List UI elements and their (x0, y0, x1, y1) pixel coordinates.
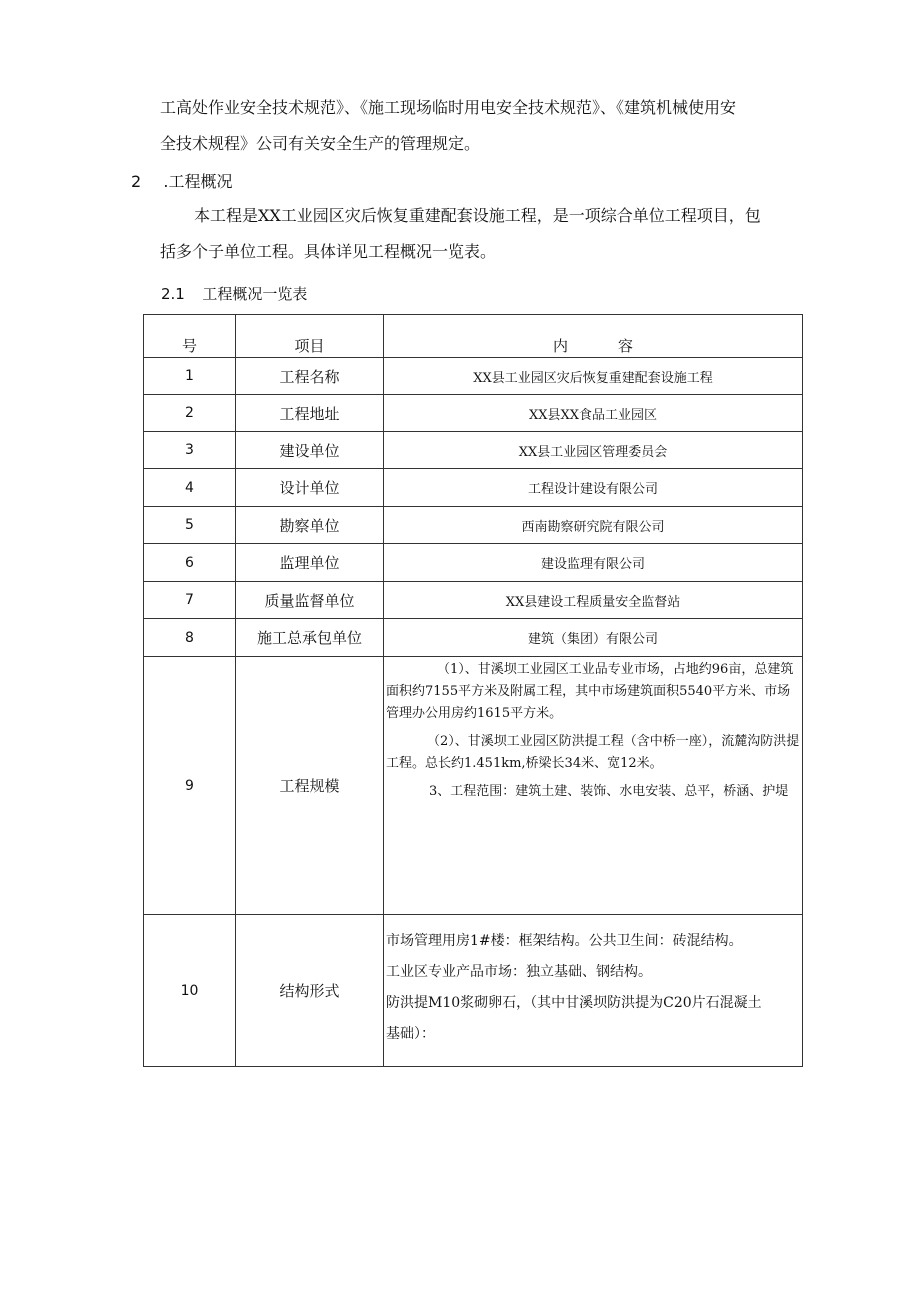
row-item: 设计单位 (236, 469, 384, 507)
row-item: 工程地址 (236, 395, 384, 432)
row-content: XX县XX食品工业园区 (384, 395, 803, 432)
row-content: XX县工业园区灾后恢复重建配套设施工程 (384, 358, 803, 395)
row-no: 6 (144, 544, 236, 582)
header-content-left: 内 (552, 337, 568, 355)
table-header-row (144, 315, 803, 358)
header-item: 项目 (236, 315, 384, 358)
row-content: 建筑（集团）有限公司 (384, 619, 803, 657)
table-row-scale (144, 657, 803, 915)
table-row (144, 619, 803, 657)
row-item: 施工总承包单位 (236, 619, 384, 657)
section-title: .工程概况 (163, 172, 233, 191)
table-row (144, 469, 803, 507)
table-row (144, 432, 803, 469)
section-heading (131, 172, 232, 192)
table-row (144, 544, 803, 582)
header-content-right: 容 (618, 337, 634, 355)
intro-line-2: 全技术规程》公司有关安全生产的管理规定。 (160, 134, 481, 153)
row-content: 西南勘察研究院有限公司 (384, 507, 803, 544)
header-content (384, 315, 803, 358)
subsection-title: 工程概况一览表 (202, 285, 308, 303)
structure-line-2: 工业区专业产品市场：独立基础、钢结构。 (386, 964, 652, 980)
project-overview-table (143, 314, 803, 1067)
scale-paragraph-3: 3、工程范围：建筑土建、装饰、水电安装、总平，桥涵、护堤 (429, 784, 789, 799)
row-item: 质量监督单位 (236, 582, 384, 619)
section-number: 2 (131, 172, 142, 191)
subsection-heading (161, 284, 307, 304)
structure-line-4: 基础）： (386, 1026, 435, 1042)
row-item: 结构形式 (236, 915, 384, 1067)
row-content: 工程设计建设有限公司 (384, 469, 803, 507)
row-no: 7 (144, 582, 236, 619)
structure-line-3: 防洪提M10浆砌卵石，（其中甘溪坝防洪提为C20片石混凝土 (386, 995, 762, 1011)
structure-content (384, 915, 803, 1067)
row-item: 监理单位 (236, 544, 384, 582)
section-body-line-2: 括多个子单位工程。具体详见工程概况一览表。 (160, 242, 497, 261)
row-no: 5 (144, 507, 236, 544)
row-no: 4 (144, 469, 236, 507)
row-no: 10 (144, 915, 236, 1067)
table-row (144, 582, 803, 619)
header-no: 号 (144, 315, 236, 358)
row-no: 8 (144, 619, 236, 657)
table-row (144, 395, 803, 432)
row-content: XX县建设工程质量安全监督站 (384, 582, 803, 619)
row-no: 2 (144, 395, 236, 432)
scale-paragraph-2: （2）、甘溪坝工业园区防洪提工程（含中桥一座），流麓沟防洪提工程。总长约1.451km,桥梁长34米、宽12米。 (386, 734, 800, 771)
table-row-structure (144, 915, 803, 1067)
section-body-line-1: 本工程是XX工业园区灾后恢复重建配套设施工程，是一项综合单位工程项目，包 (194, 206, 761, 225)
row-no: 3 (144, 432, 236, 469)
row-content: 建设监理有限公司 (384, 544, 803, 582)
table-row (144, 507, 803, 544)
row-no: 1 (144, 358, 236, 395)
row-content: XX县工业园区管理委员会 (384, 432, 803, 469)
row-item: 建设单位 (236, 432, 384, 469)
table-row (144, 358, 803, 395)
scale-content (384, 657, 803, 915)
intro-line-1: 工高处作业安全技术规范》、《施工现场临时用电安全技术规范》、《建筑机械使用安 (160, 98, 737, 117)
row-item: 工程规模 (236, 657, 384, 915)
structure-line-1: 市场管理用房1#楼：框架结构。公共卫生间：砖混结构。 (386, 933, 743, 949)
row-item: 工程名称 (236, 358, 384, 395)
subsection-number: 2.1 (161, 285, 185, 303)
row-no: 9 (144, 657, 236, 915)
scale-paragraph-1: （1）、甘溪坝工业园区工业品专业市场，占地约96亩，总建筑面积约7155平方米及附属工程，其中市场建筑面积5540平方米、市场管理办公用房约1615平方米。 (386, 662, 794, 721)
row-item: 勘察单位 (236, 507, 384, 544)
